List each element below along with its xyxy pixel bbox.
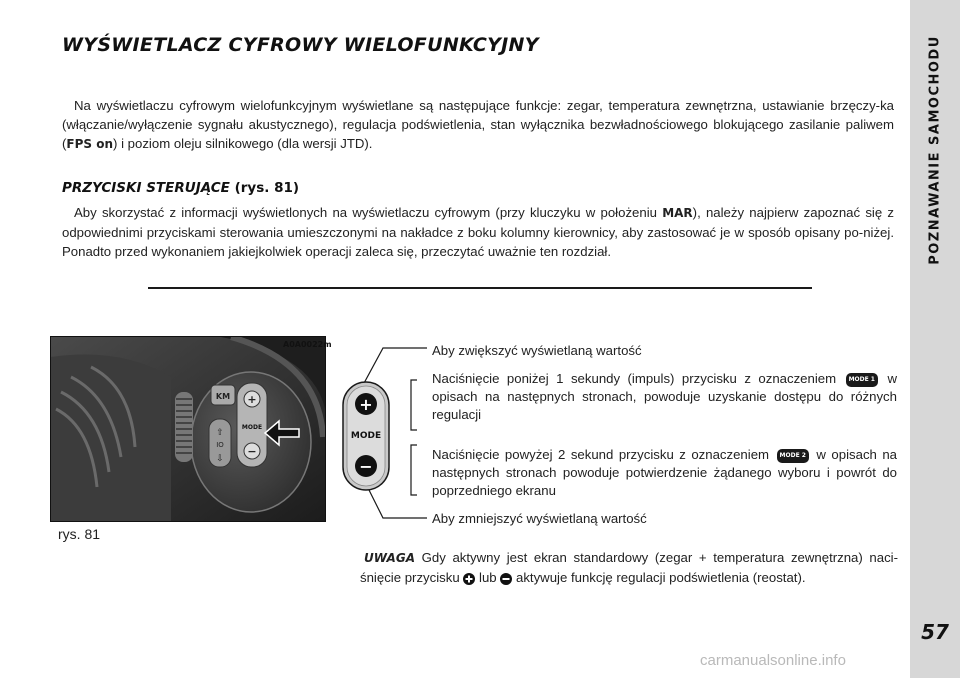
leader-increase <box>363 348 427 385</box>
page-title: WYŚWIETLACZ CYFROWY WIELOFUNKCYJNY <box>62 34 539 56</box>
bracket-long-press <box>411 445 417 495</box>
figure-code: A0A0022m <box>283 340 332 349</box>
minus-circle-icon <box>500 573 512 585</box>
plus-circle-icon <box>463 573 475 585</box>
page-number: 57 <box>921 620 949 644</box>
io-label: IO <box>216 441 224 449</box>
intro-text-1: Na wyświetlaczu cyfrowym wielofunkcyjnym wyświetlane są następujące funkcje: zegar, temperatura zewnętrzna, ustawianie brzęczy-ka (włączanie/wyłączenie sygnału akustycznego), regulacja podświetlenia, stan wyłącznika bezwładnościowego blokującego zasilanie paliwem ( <box>62 98 894 151</box>
section-heading: PRZYCISKI STERUJĄCE <box>62 180 230 196</box>
intro-paragraph <box>62 96 894 154</box>
note-text-c: aktywuje funkcję regulacji podświetlenia (reostat). <box>515 570 806 585</box>
fps-label: FPS on <box>66 137 114 151</box>
section-paragraph <box>62 203 894 261</box>
watermark: carmanualsonline.info <box>700 652 846 669</box>
note-text-a: Gdy aktywny jest ekran standardowy (zegar + temperatura zewnętrzna) naci-śnięcie przycisku <box>360 550 898 585</box>
plus-symbol: + <box>359 395 373 414</box>
minus-symbol: − <box>359 457 373 476</box>
mode-2-badge: MODE 2 <box>777 449 809 463</box>
section-text-2: ), należy najpierw zapoznać się z odpowiednimi przyciskami sterowania umieszczonymi na nakładce z boku kolumny kierownicy, aby zastosować je w sposób opisany po-niżej. Ponadto przed wykonaniem jakiejkolwiek operacji zaleca się, przeczytać uważnie ten rozdział. <box>62 205 895 259</box>
svg-text:+: + <box>247 393 257 406</box>
increase-description: Aby zwiększyć wyświetlaną wartość <box>432 343 642 358</box>
control-panel-photo <box>50 336 326 522</box>
chapter-label: POZNAWANIE SAMOCHODU <box>927 35 943 265</box>
decrease-description: Aby zmniejszyć wyświetlaną wartość <box>432 511 647 526</box>
svg-text:⇩: ⇩ <box>216 454 224 464</box>
bracket-short-press <box>411 380 417 430</box>
note-text-b: lub <box>479 570 497 585</box>
long-press-text-a: Naciśnięcie powyżej 2 sekund przycisku z oznaczeniem <box>432 447 770 462</box>
short-press-text-a: Naciśnięcie poniżej 1 sekundy (impuls) przycisku z oznaczeniem <box>432 371 837 386</box>
short-press-text-b: w opisach na następnych stronach, powoduje uzyskanie dostępu do różnych regulacji <box>432 371 897 422</box>
section-text-1: Aby skorzystać z informacji wyświetlonych na wyświetlaczu cyfrowym (przy kluczyku w położeniu <box>74 205 663 220</box>
svg-text:−: − <box>247 445 257 458</box>
section-title <box>62 180 299 196</box>
figure-mode-label: MODE <box>241 424 263 431</box>
note-warning-label: UWAGA <box>364 551 415 565</box>
figure-caption: rys. 81 <box>58 526 101 542</box>
mode-button-diagram <box>335 330 435 530</box>
intro-text-2: ) i poziom oleju silnikowego (dla wersji JTD). <box>113 136 373 151</box>
km-button-label: KM <box>215 392 231 401</box>
control-panel-illustration <box>51 337 326 522</box>
diagram-mode-label: MODE <box>350 431 382 441</box>
figure-reference: (rys. 81) <box>234 180 300 196</box>
note-paragraph <box>360 548 898 587</box>
svg-text:⇧: ⇧ <box>216 428 224 438</box>
short-press-description <box>432 370 897 424</box>
mode-1-badge: MODE 1 <box>846 373 878 387</box>
long-press-text-b: w opisach na następnych stronach powoduje potwierdzenie żądanego wyboru i powrót do poprzedniego ekranu <box>432 447 898 498</box>
mar-label: MAR <box>662 206 693 220</box>
long-press-description <box>432 446 897 500</box>
divider <box>148 287 812 289</box>
